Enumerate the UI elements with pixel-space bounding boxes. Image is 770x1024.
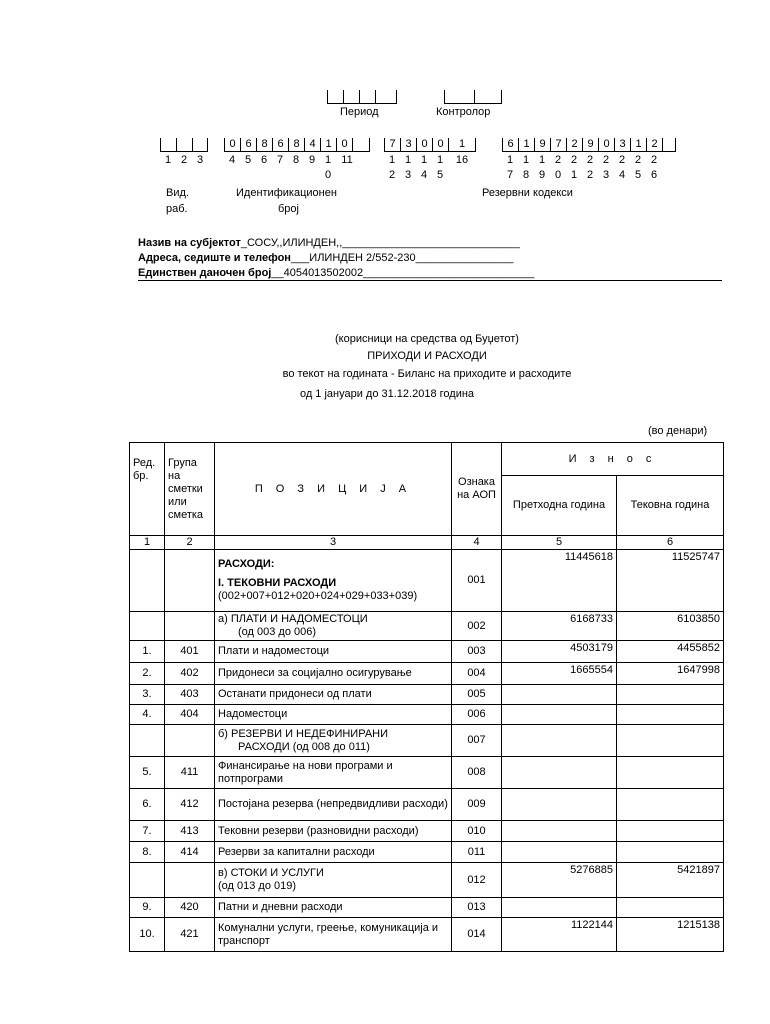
cell-red — [130, 725, 165, 757]
cell-position — [215, 550, 452, 612]
cell-group — [165, 612, 215, 641]
pos-num — [304, 169, 320, 182]
cell-red: 4. — [130, 705, 165, 725]
pos-num: 1 — [436, 154, 444, 166]
cell-group: 421 — [165, 918, 215, 952]
table-row — [130, 789, 724, 821]
cell-aop: 005 — [452, 685, 502, 705]
cell-position: Постојана резерва (непредвидливи расходи) — [215, 789, 452, 821]
pos-num — [272, 169, 288, 182]
position-text: б) РЕЗЕРВИ И НЕДЕФИНИРАНИ — [218, 727, 389, 740]
code-box: 8 — [288, 138, 304, 152]
cell-position: Патни и дневни расходи — [215, 898, 452, 918]
subject-name-value: _СОСУ,,ИЛИНДЕН,,_____________________________ — [240, 237, 520, 249]
table-row — [130, 898, 724, 918]
pos-num: 8 — [292, 154, 300, 166]
pos-num: 1 — [420, 154, 428, 166]
header-group: Група на сметки или сметка — [165, 443, 215, 536]
cell-group: 403 — [165, 685, 215, 705]
code-box: 9 — [582, 138, 598, 152]
table-row — [130, 757, 724, 789]
cell-prev: 5276885 — [502, 863, 617, 898]
subject-tax-value: __4054013502002____________________________ — [271, 267, 535, 279]
income-expense-table — [129, 442, 724, 952]
type-label: Вид. — [166, 187, 189, 199]
cell-curr — [617, 898, 724, 918]
code-box: 3 — [400, 138, 416, 152]
table-row — [130, 612, 724, 641]
cell-prev: 4503179 — [502, 641, 617, 663]
cell-curr: 6103850 — [617, 612, 724, 641]
cell-prev — [502, 725, 617, 757]
pos-num — [448, 169, 464, 182]
cell-aop: 009 — [452, 789, 502, 821]
table-row — [130, 725, 724, 757]
pos-num: 1 — [506, 154, 514, 166]
code-box: 0 — [336, 138, 352, 152]
pos-num: 8 — [522, 169, 530, 181]
pos-num: 1 — [164, 154, 172, 166]
pos-num — [224, 169, 240, 182]
subject-name-label: Назив на субјектот — [138, 237, 241, 249]
code-box: 4 — [304, 138, 320, 152]
pos-num: 4 — [618, 169, 626, 181]
cell-curr — [617, 705, 724, 725]
cell-prev — [502, 789, 617, 821]
table-row — [130, 842, 724, 863]
cell-aop: 014 — [452, 918, 502, 952]
cell-curr: 5421897 — [617, 863, 724, 898]
period-box — [359, 90, 375, 104]
position-numbers-1 — [160, 154, 208, 167]
pos-num: 1 — [538, 154, 546, 166]
cell-aop: 007 — [452, 725, 502, 757]
table-row — [130, 550, 724, 612]
code-box: 2 — [646, 138, 662, 152]
cell-group — [165, 550, 215, 612]
control-box — [444, 90, 474, 104]
cell-group: 404 — [165, 705, 215, 725]
pos-num: 9 — [308, 154, 316, 166]
cell-aop: 006 — [452, 705, 502, 725]
pos-num: 16 — [455, 154, 469, 166]
pos-num: 2 — [602, 154, 610, 166]
header-curr: Тековна година — [617, 476, 724, 536]
cell-aop: 011 — [452, 842, 502, 863]
title-line-2: ПРИХОДИ И РАСХОДИ — [367, 350, 487, 362]
cell-group: 413 — [165, 821, 215, 842]
pos-num: 1 — [522, 154, 530, 166]
code-box: 6 — [272, 138, 288, 152]
id-label-2: број — [278, 203, 299, 215]
col-num: 1 — [130, 536, 165, 550]
code-box: 8 — [256, 138, 272, 152]
table-row — [130, 641, 724, 663]
cell-position: Финансирање на нови програми и потпрограми — [215, 757, 452, 789]
position-title: РАСХОДИ: — [218, 558, 275, 570]
pos-num: 3 — [602, 169, 610, 181]
pos-num: 5 — [244, 154, 252, 166]
pos-num: 6 — [650, 169, 658, 181]
header-aop: Ознака на АОП — [452, 443, 502, 536]
cell-group: 402 — [165, 663, 215, 685]
pos-num: 7 — [276, 154, 284, 166]
code-box: 1 — [448, 138, 476, 152]
pos-num: 2 — [570, 154, 578, 166]
col-num: 3 — [215, 536, 452, 550]
header-position: П О З И Ц И Ј А — [215, 443, 452, 536]
pos-num: 2 — [586, 154, 594, 166]
cell-red — [130, 550, 165, 612]
code-box — [662, 138, 676, 152]
cell-position: Тековни резерви (разновидни расходи) — [215, 821, 452, 842]
pos-num: 0 — [554, 169, 562, 181]
type-label-2: раб. — [166, 203, 188, 215]
cell-curr — [617, 821, 724, 842]
code-box: 6 — [502, 138, 518, 152]
subject-tax-label: Единствен даночен број — [138, 267, 272, 279]
code-box: 0 — [598, 138, 614, 152]
code-box: 0 — [224, 138, 240, 152]
cell-curr — [617, 685, 724, 705]
period-box — [375, 90, 397, 104]
cell-curr: 4455852 — [617, 641, 724, 663]
position-numbers-3 — [384, 154, 476, 167]
cell-red: 10. — [130, 918, 165, 952]
cell-prev — [502, 898, 617, 918]
column-number-row — [130, 536, 724, 550]
position-sub: (002+007+012+020+024+029+033+039) — [218, 590, 418, 602]
cell-prev: 6168733 — [502, 612, 617, 641]
code-box: 3 — [614, 138, 630, 152]
cell-position — [215, 612, 452, 641]
position-sub: (од 013 до 019) — [218, 880, 297, 892]
cell-red — [130, 612, 165, 641]
title-line-4: од 1 јануари до 31.12.2018 година — [299, 388, 475, 400]
pos-num: 3 — [404, 169, 412, 181]
header-red: Ред. бр. — [130, 443, 165, 536]
cell-position: Плати и надоместоци — [215, 641, 452, 663]
code-box: 9 — [534, 138, 550, 152]
pos-num — [336, 169, 352, 182]
cell-aop: 001 — [452, 550, 502, 612]
currency-note: (во денари) — [648, 425, 708, 437]
control-boxes — [444, 90, 502, 104]
pos-num: 2 — [180, 154, 188, 166]
cell-position: Надоместоци — [215, 705, 452, 725]
pos-num: 6 — [260, 154, 268, 166]
cell-red: 9. — [130, 898, 165, 918]
pos-num: 2 — [554, 154, 562, 166]
code-box: 7 — [550, 138, 566, 152]
table-header-row — [130, 443, 724, 476]
control-box — [474, 90, 502, 104]
position-text: а) ПЛАТИ И НАДОМЕСТОЦИ — [218, 613, 368, 625]
position-numbers-3-sub — [384, 169, 464, 182]
cell-group — [165, 725, 215, 757]
pos-num: 5 — [436, 169, 444, 181]
table-row — [130, 863, 724, 898]
code-box: 0 — [416, 138, 432, 152]
cell-aop: 003 — [452, 641, 502, 663]
cell-group: 420 — [165, 898, 215, 918]
subject-address — [138, 251, 513, 265]
header-prev: Претходна година — [502, 476, 617, 536]
cell-curr — [617, 725, 724, 757]
cell-position: Останати придонеси од плати — [215, 685, 452, 705]
pos-num: 1 — [388, 154, 396, 166]
pos-num: 1 — [324, 154, 332, 166]
code-box: 6 — [240, 138, 256, 152]
cell-aop: 012 — [452, 863, 502, 898]
subject-divider — [138, 280, 722, 281]
pos-num: 2 — [388, 169, 396, 181]
position-numbers-2-sub — [224, 169, 352, 182]
pos-num — [240, 169, 256, 182]
cell-curr: 1647998 — [617, 663, 724, 685]
cell-curr — [617, 842, 724, 863]
table-row — [130, 821, 724, 842]
pos-num: 7 — [506, 169, 514, 181]
subject-name — [138, 236, 520, 250]
cell-red: 5. — [130, 757, 165, 789]
code-box: 7 — [384, 138, 400, 152]
code-box — [192, 138, 208, 152]
cell-red — [130, 863, 165, 898]
position-numbers-4 — [502, 154, 662, 167]
position-numbers-4-sub — [502, 169, 662, 182]
id-code-boxes — [224, 138, 370, 152]
code-box: 2 — [566, 138, 582, 152]
cell-red: 1. — [130, 641, 165, 663]
reserve-code-boxes — [502, 138, 676, 152]
code-box — [176, 138, 192, 152]
pos-num: 4 — [228, 154, 236, 166]
pos-num — [288, 169, 304, 182]
cell-position: Резерви за капитални расходи — [215, 842, 452, 863]
control-label: Контролор — [436, 106, 491, 118]
col-num: 6 — [617, 536, 724, 550]
col-num: 4 — [452, 536, 502, 550]
cell-aop: 013 — [452, 898, 502, 918]
col-num: 2 — [165, 536, 215, 550]
pos-num: 5 — [634, 169, 642, 181]
subject-address-label: Адреса, седиште и телефон — [138, 252, 291, 264]
cell-prev: 1665554 — [502, 663, 617, 685]
mid-code-boxes — [384, 138, 476, 152]
code-box: 1 — [320, 138, 336, 152]
code-box: 1 — [518, 138, 534, 152]
pos-num: 1 — [404, 154, 412, 166]
cell-red: 2. — [130, 663, 165, 685]
pos-num: 11 — [341, 154, 353, 166]
cell-aop: 004 — [452, 663, 502, 685]
cell-red: 3. — [130, 685, 165, 705]
period-box — [343, 90, 359, 104]
position-text: в) СТОКИ И УСЛУГИ — [218, 867, 324, 879]
cell-aop: 002 — [452, 612, 502, 641]
position-bold: I. ТЕКОВНИ РАСХОДИ — [218, 577, 337, 589]
cell-prev: 11445618 — [502, 550, 617, 612]
cell-red: 8. — [130, 842, 165, 863]
pos-num: 2 — [618, 154, 626, 166]
cell-prev — [502, 842, 617, 863]
cell-prev — [502, 705, 617, 725]
code-box: 0 — [432, 138, 448, 152]
pos-num: 2 — [634, 154, 642, 166]
cell-curr — [617, 789, 724, 821]
cell-red: 6. — [130, 789, 165, 821]
period-box — [327, 90, 343, 104]
cell-group: 401 — [165, 641, 215, 663]
header-amount: И з н о с — [502, 443, 724, 476]
cell-position: Комунални услуги, греење, комуникација и транспорт — [215, 918, 452, 952]
pos-num: 0 — [324, 169, 332, 181]
code-box — [352, 138, 370, 152]
cell-curr — [617, 757, 724, 789]
pos-num: 9 — [538, 169, 546, 181]
title-line-3: во текот на годината - Биланс на приходите и расходите — [282, 368, 572, 380]
position-sub: РАСХОДИ (од 008 до 011) — [238, 740, 370, 753]
table-row — [130, 663, 724, 685]
position-sub: (од 003 до 006) — [238, 626, 317, 638]
pos-num: 1 — [570, 169, 578, 181]
type-code-boxes — [160, 138, 208, 152]
table-row — [130, 918, 724, 952]
col-num: 5 — [502, 536, 617, 550]
cell-prev — [502, 821, 617, 842]
cell-aop: 008 — [452, 757, 502, 789]
subject-address-value: ___ИЛИНДЕН 2/552-230________________ — [290, 252, 514, 264]
position-numbers-2 — [224, 154, 358, 167]
code-box: 1 — [630, 138, 646, 152]
pos-num: 2 — [650, 154, 658, 166]
cell-position — [215, 863, 452, 898]
table-row — [130, 685, 724, 705]
cell-prev — [502, 757, 617, 789]
period-boxes — [327, 90, 397, 104]
cell-group: 412 — [165, 789, 215, 821]
pos-num — [256, 169, 272, 182]
cell-position: Придонеси за социјално осигурување — [215, 663, 452, 685]
pos-num: 3 — [196, 154, 204, 166]
title-line-1: (корисници на средства од Буџетот) — [335, 333, 519, 345]
cell-curr: 11525747 — [617, 550, 724, 612]
pos-num: 2 — [586, 169, 594, 181]
subject-tax — [138, 266, 534, 280]
cell-red: 7. — [130, 821, 165, 842]
table-row — [130, 705, 724, 725]
cell-group: 411 — [165, 757, 215, 789]
cell-group: 414 — [165, 842, 215, 863]
cell-prev: 1122144 — [502, 918, 617, 952]
cell-curr: 1215138 — [617, 918, 724, 952]
pos-num: 4 — [420, 169, 428, 181]
cell-prev — [502, 685, 617, 705]
cell-position — [215, 725, 452, 757]
reserve-label: Резервни кодекси — [482, 187, 573, 199]
code-box — [160, 138, 176, 152]
cell-group — [165, 863, 215, 898]
period-label: Период — [340, 106, 379, 118]
id-label: Идентификационен — [236, 187, 337, 199]
cell-aop: 010 — [452, 821, 502, 842]
